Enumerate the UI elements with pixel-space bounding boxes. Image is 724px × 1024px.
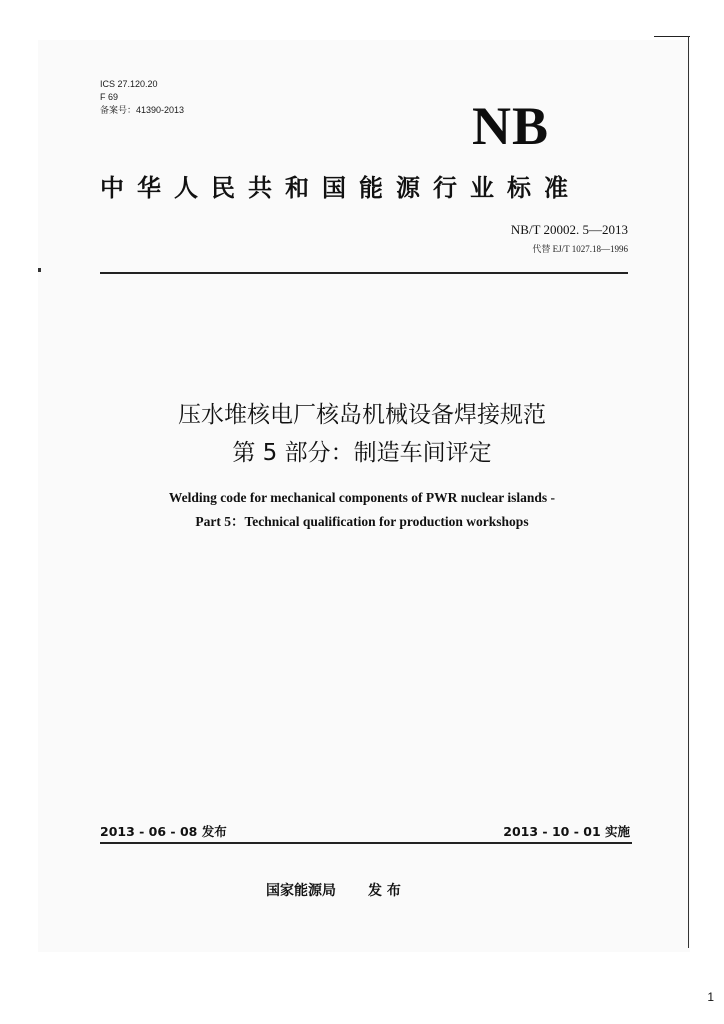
issuer-name: 国家能源局 [266, 883, 336, 899]
english-title-line2: Part 5：Technical qualification for production workshops [195, 514, 529, 529]
replaced-standard: 代替 EJ/T 1027.18—1996 [532, 244, 628, 254]
issuer-action: 发 布 [368, 883, 401, 899]
standard-category-title: 中华人民共和国能源行业标准 [100, 174, 581, 202]
page-number: 1 [707, 990, 714, 1004]
footer-divider [100, 842, 632, 844]
issue-date: 2013 - 06 - 08 发布 [100, 824, 227, 839]
header-divider [100, 272, 628, 274]
document-title-line2: 第 5 部分：制造车间评定 [232, 440, 492, 466]
document-title-line1: 压水堆核电厂核岛机械设备焊接规范 [178, 402, 546, 428]
class-code: F 69 [100, 92, 119, 102]
ics-code: ICS 27.120.20 [100, 79, 158, 89]
classification-block [100, 78, 184, 117]
nb-logo: NB [472, 96, 550, 156]
standard-number: NB/T 20002. 5—2013 [510, 222, 628, 237]
scan-speck [38, 268, 41, 272]
english-title-line1: Welding code for mechanical components of PWR nuclear islands - [168, 490, 556, 505]
scan-edge-top [654, 36, 690, 37]
implementation-date: 2013 - 10 - 01 实施 [503, 824, 630, 839]
issuing-authority [266, 880, 401, 900]
record-number: 备案号：41390-2013 [100, 105, 185, 115]
